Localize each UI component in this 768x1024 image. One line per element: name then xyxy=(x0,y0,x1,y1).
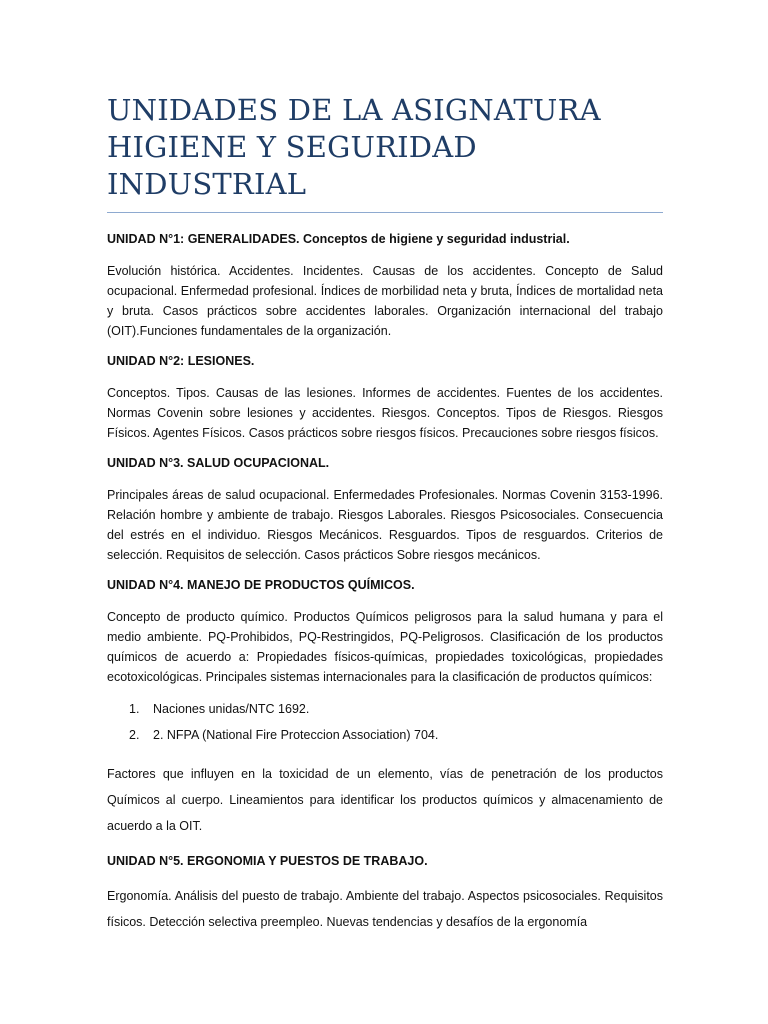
document-title xyxy=(107,0,663,203)
unit-4-heading: UNIDAD N°4. MANEJO DE PRODUCTOS QUÍMICOS. xyxy=(107,578,415,592)
classification-systems-list xyxy=(107,699,663,745)
list-item xyxy=(107,725,663,745)
title-divider xyxy=(107,212,663,213)
unit-1-body: Evolución histórica. Accidentes. Incidentes. Causas de los accidentes. Concepto de Salud ocupacional. Enfermedad profesional. Índices de morbilidad neta y bruta, Índices de mortalidad neta y bruta. Casos prácticos sobre accidentes laborales. Organización internacional del trabajo (OIT).Funciones fundamentales de la organización. xyxy=(107,264,663,338)
list-item xyxy=(107,699,663,719)
title-line-1: UNIDADES DE LA ASIGNATURA xyxy=(107,93,601,127)
title-line-2: HIGIENE Y SEGURIDAD INDUSTRIAL xyxy=(107,130,477,201)
unit-5-heading: UNIDAD N°5. ERGONOMIA Y PUESTOS DE TRABAJO. xyxy=(107,854,428,868)
unit-2-body: Conceptos. Tipos. Causas de las lesiones. Informes de accidentes. Fuentes de los accidentes. Normas Covenin sobre lesiones y accidentes. Riesgos. Conceptos. Tipos de Riesgos. Riesgos Físicos. Agentes Físicos. Casos prácticos sobre riesgos físicos. Precauciones sobre riesgos físicos. xyxy=(107,386,663,440)
document-page xyxy=(107,0,663,949)
list-item-text: 2. NFPA (National Fire Proteccion Association) 704. xyxy=(153,728,439,742)
unit-5-body: Ergonomía. Análisis del puesto de trabajo. Ambiente del trabajo. Aspectos psicosociales. Requisitos físicos. Detección selectiva preempleo. Nuevas tendencias y desafíos de la ergonomía xyxy=(107,889,663,929)
unit-3-body: Principales áreas de salud ocupacional. Enfermedades Profesionales. Normas Covenin 3153-1996. Relación hombre y ambiente de trabajo. Riesgos Laborales. Riesgos Psicosociales. Consecuencia del estrés en el individuo. Riesgos Mecánicos. Resguardos. Tipos de resguardos. Criterios de selección. Requisitos de selección. Casos prácticos Sobre riesgos mecánicos. xyxy=(107,488,663,562)
unit-1-heading: UNIDAD N°1: GENERALIDADES. Conceptos de higiene y seguridad industrial. xyxy=(107,232,570,246)
list-item-number: 1. xyxy=(129,702,140,716)
unit-2-heading: UNIDAD N°2: LESIONES. xyxy=(107,354,255,368)
unit-4-body: Concepto de producto químico. Productos Químicos peligrosos para la salud humana y para el medio ambiente. PQ-Prohibidos, PQ-Restringidos, PQ-Peligrosos. Clasificación de los productos químicos de acuerdo a: Propiedades físicos-químicas, propiedades toxicológicas, propiedades ecotoxicológicas. Principales sistemas internacionales para la clasificación de productos químicos: xyxy=(107,610,663,684)
list-item-number: 2. xyxy=(129,728,140,742)
unit-3-heading: UNIDAD N°3. SALUD OCUPACIONAL. xyxy=(107,456,330,470)
list-item-text: Naciones unidas/NTC 1692. xyxy=(153,702,310,716)
unit-4-body-continued: Factores que influyen en la toxicidad de un elemento, vías de penetración de los productos Químicos al cuerpo. Lineamientos para identificar los productos químicos y almacenamiento de acuerdo a la OIT. xyxy=(107,767,663,833)
